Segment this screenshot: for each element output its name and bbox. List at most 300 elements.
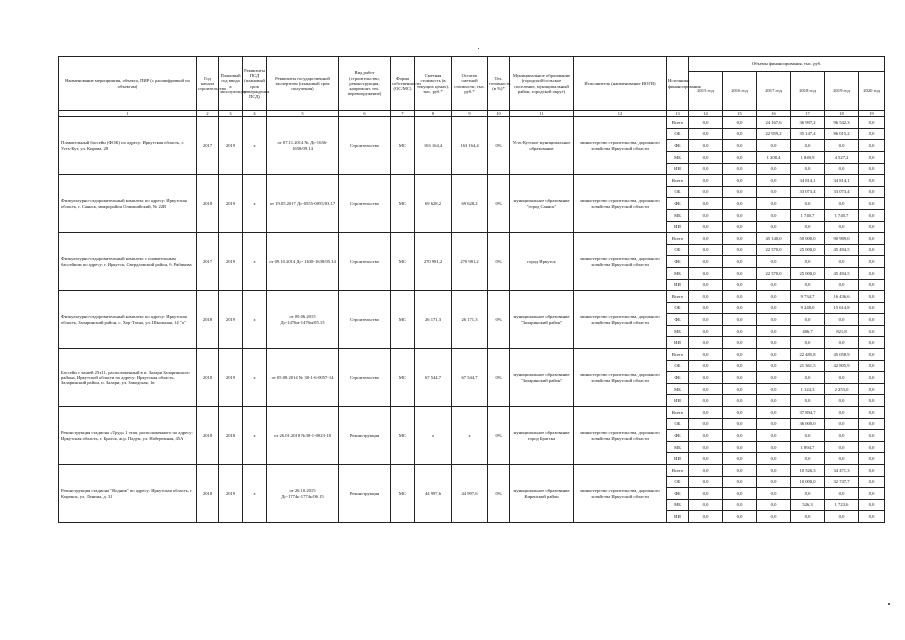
funding-value: 0,0	[859, 314, 885, 326]
funding-value: 0,0	[859, 291, 885, 303]
funding-value: 0,0	[859, 488, 885, 500]
funding-value: 0,0	[859, 256, 885, 268]
municipality: муниципальное образование город Братска	[510, 407, 574, 465]
funding-value: 526,3	[791, 499, 825, 511]
header-municipality: Муниципальное образование (городской/сельское поселение, муниципальный район, городской округ)	[510, 57, 574, 111]
funding-source: Всего	[667, 407, 689, 419]
readiness: 0%	[488, 349, 510, 407]
table-row	[59, 349, 885, 361]
year-start: 2018	[197, 291, 219, 349]
year-commission: 2019	[219, 349, 243, 407]
work-type: Строительство	[339, 349, 391, 407]
funding-value: 34 471,3	[825, 465, 859, 477]
expertise-details: от 07.11.2014 № Дс-1636-1658/09.14	[267, 117, 339, 175]
funding-value: 0,0	[757, 256, 791, 268]
funding-value: 0,0	[689, 349, 723, 361]
funding-source: ФБ	[667, 140, 689, 152]
municipality: муниципальное образование "Заларинский район"	[510, 291, 574, 349]
funding-value: 33 073,4	[791, 186, 825, 198]
funding-value: 0,0	[825, 441, 859, 453]
work-type: Реконструкция	[339, 407, 391, 465]
funding-value: 0,0	[859, 198, 885, 210]
header-funding-volume: Объемы финансирования, тыс. руб.	[689, 57, 885, 72]
funding-value: 22 485,8	[791, 349, 825, 361]
funding-value: 45 058,9	[825, 349, 859, 361]
header-cost: Сметная стоимость (в текущих ценах), тыс. руб.*	[415, 57, 452, 111]
funding-value: 0,0	[791, 279, 825, 291]
year-commission: 2019	[219, 465, 243, 523]
funding-value: 0,0	[859, 441, 885, 453]
funding-value: 0,0	[689, 209, 723, 221]
expertise-details: от 05.08.2014 № 38-1-6-0057-14	[267, 349, 339, 407]
funding-value: 0,0	[723, 221, 757, 233]
ownership: МС	[391, 291, 415, 349]
table-row	[59, 407, 885, 419]
funding-source: ФБ	[667, 488, 689, 500]
funding-value: 0,0	[757, 325, 791, 337]
funding-source: ОБ	[667, 476, 689, 488]
funding-value: 1 894,7	[791, 441, 825, 453]
funding-value: 0,0	[723, 430, 757, 442]
funding-value: 0,0	[723, 337, 757, 349]
funding-value: 0,0	[723, 453, 757, 465]
funding-value: 0,0	[723, 302, 757, 314]
table-row	[59, 465, 885, 477]
remaining-cost: x	[452, 407, 488, 465]
funding-value: 0,0	[791, 163, 825, 175]
funding-value: 0,0	[723, 407, 757, 419]
funding-source: Всего	[667, 291, 689, 303]
estimated-cost: 163 164,4	[415, 117, 452, 175]
funding-value: 0,0	[689, 325, 723, 337]
funding-value: 0,0	[825, 418, 859, 430]
funding-value: 0,0	[723, 279, 757, 291]
expertise-details: от 19.05.2017 Дс-0555-0055/03.17	[267, 175, 339, 233]
funding-value: 0,0	[859, 151, 885, 163]
funding-value: 0,0	[723, 151, 757, 163]
funding-value: 0,0	[723, 360, 757, 372]
funding-value: 0,0	[859, 209, 885, 221]
expertise-details: от 26.10.2015 Дс-1774ь-1774ь/06.15	[267, 465, 339, 523]
estimated-cost: 44 997,6	[415, 465, 452, 523]
funding-value: 0,0	[689, 279, 723, 291]
expertise-details: от 09.06.2015 Дс-1476м-1476м/05.15	[267, 291, 339, 349]
funding-value: 0,0	[859, 418, 885, 430]
funding-value: 0,0	[689, 372, 723, 384]
funding-value: 0,0	[757, 476, 791, 488]
column-number: 19	[859, 111, 885, 117]
funding-value: 0,0	[757, 302, 791, 314]
psd-details: x	[243, 233, 267, 291]
header-year-0: 2015 год	[689, 72, 723, 111]
column-number: 15	[723, 111, 757, 117]
expertise-details: от 26.01.2018 №38-1-0023-18	[267, 407, 339, 465]
column-number: 10	[488, 111, 510, 117]
funding-value: 0,0	[689, 163, 723, 175]
funding-source: ИИ	[667, 395, 689, 407]
funding-source: ИИ	[667, 279, 689, 291]
header-year-3: 2018 год	[791, 72, 825, 111]
funding-value: 0,0	[859, 511, 885, 523]
table-row	[59, 291, 885, 303]
municipality: Усть-Кутское муниципальное образование	[510, 117, 574, 175]
funding-value: 0,0	[791, 314, 825, 326]
funding-value: 0,0	[723, 488, 757, 500]
funding-value: 0,0	[757, 395, 791, 407]
funding-value: 86 015,2	[825, 128, 859, 140]
funding-value: 0,0	[757, 140, 791, 152]
executor: министерство строительства, дорожного хозяйства Иркутской области	[574, 407, 667, 465]
executor: министерство строительства, дорожного хозяйства Иркутской области	[574, 233, 667, 291]
header-year-5: 2020 год	[859, 72, 885, 111]
funding-source: ИИ	[667, 453, 689, 465]
funding-value: 0,0	[689, 233, 723, 245]
year-start: 2017	[197, 117, 219, 175]
funding-value: 1 723,6	[825, 499, 859, 511]
column-number: 17	[791, 111, 825, 117]
funding-value: 0,0	[723, 128, 757, 140]
funding-value: 0,0	[859, 349, 885, 361]
ownership: МС	[391, 349, 415, 407]
funding-value: 0,0	[859, 128, 885, 140]
funding-value: 0,0	[689, 302, 723, 314]
table-row	[59, 117, 885, 129]
table-row	[59, 175, 885, 187]
funding-value: 0,0	[825, 372, 859, 384]
funding-value: 0,0	[723, 291, 757, 303]
funding-value: 0,0	[757, 221, 791, 233]
remaining-cost: 67 544,7	[452, 349, 488, 407]
funding-value: 0,0	[757, 383, 791, 395]
funding-value: 0,0	[689, 267, 723, 279]
funding-value: 0,0	[791, 256, 825, 268]
funding-value: 90 989,0	[825, 233, 859, 245]
funding-value: 0,0	[859, 325, 885, 337]
table-row	[59, 233, 885, 245]
executor: министерство строительства, дорожного хозяйства Иркутской области	[574, 117, 667, 175]
estimated-cost: 26 171,3	[415, 291, 452, 349]
object-name: Физкультурно-оздоровительный комплекс по адресу: Иркутская область, г. Саянск, микрорайон Олимпийский, № 22В	[59, 175, 197, 233]
funding-value: 0,0	[689, 511, 723, 523]
funding-value: 0,0	[689, 418, 723, 430]
funding-value: 0,0	[757, 209, 791, 221]
funding-value: 0,0	[859, 279, 885, 291]
funding-value: 0,0	[723, 465, 757, 477]
work-type: Строительство	[339, 175, 391, 233]
psd-details: x	[243, 407, 267, 465]
funding-source: ИИ	[667, 511, 689, 523]
funding-value: 0,0	[859, 302, 885, 314]
funding-source: ФБ	[667, 314, 689, 326]
funding-value: 1 849,9	[791, 151, 825, 163]
funding-source: МБ	[667, 151, 689, 163]
remaining-cost: 69 628,2	[452, 175, 488, 233]
funding-source: Всего	[667, 117, 689, 129]
funding-value: 0,0	[723, 244, 757, 256]
funding-value: 0,0	[689, 465, 723, 477]
object-name: Реконструкция стадиона «Труд» 1 этап, расположенного по адресу: Иркутская область, г. Братск, ж.р. Падун, ул. Набережная, 45А	[59, 407, 197, 465]
funding-value: 0,0	[791, 140, 825, 152]
funding-value: 0,0	[723, 163, 757, 175]
funding-value: 0,0	[825, 488, 859, 500]
funding-value: 0,0	[723, 186, 757, 198]
header-year-start: Год начала строительства	[197, 57, 219, 111]
funding-value: 0,0	[825, 279, 859, 291]
funding-value: 0,0	[689, 430, 723, 442]
year-commission: 2019	[219, 117, 243, 175]
header-expertise: Реквизиты государственной экспертизы (плановый срок получения)	[267, 57, 339, 111]
funding-value: 0,0	[723, 325, 757, 337]
funding-value: 0,0	[689, 488, 723, 500]
funding-source: ОБ	[667, 186, 689, 198]
funding-source: Всего	[667, 233, 689, 245]
funding-value: 9 734,7	[791, 291, 825, 303]
funding-value: 0,0	[825, 221, 859, 233]
funding-value: 45 494,5	[825, 267, 859, 279]
year-start: 2018	[197, 349, 219, 407]
funding-value: 0,0	[723, 349, 757, 361]
funding-value: 0,0	[859, 383, 885, 395]
funding-value: 0,0	[689, 337, 723, 349]
funding-value: 0,0	[859, 221, 885, 233]
funding-value: 821,8	[825, 325, 859, 337]
funding-value: 0,0	[723, 256, 757, 268]
funding-value: 0,0	[757, 163, 791, 175]
funding-value: 0,0	[757, 499, 791, 511]
psd-details: x	[243, 117, 267, 175]
funding-value: 486,7	[791, 325, 825, 337]
funding-value: 0,0	[757, 372, 791, 384]
funding-value: 0,0	[825, 337, 859, 349]
funding-value: 22 570,0	[757, 244, 791, 256]
work-type: Реконструкция	[339, 465, 391, 523]
funding-value: 0,0	[757, 418, 791, 430]
funding-source: Всего	[667, 175, 689, 187]
header-remaining: Остаток сметной стоимости, тыс. руб.*	[452, 57, 488, 111]
funding-value: 0,0	[723, 511, 757, 523]
funding-value: 1 124,3	[791, 383, 825, 395]
estimated-cost: 270 981,2	[415, 233, 452, 291]
readiness: 0%	[488, 465, 510, 523]
estimated-cost: x	[415, 407, 452, 465]
estimated-cost: 67 544,7	[415, 349, 452, 407]
header-psd: Реквизиты ПСД (плановый срок утверждения ПСД)	[243, 57, 267, 111]
funding-value: 4 527,2	[825, 151, 859, 163]
funding-value: 0,0	[825, 198, 859, 210]
funding-value: 0,0	[757, 453, 791, 465]
funding-value: 0,0	[791, 372, 825, 384]
funding-value: 0,0	[859, 163, 885, 175]
funding-value: 0,0	[689, 175, 723, 187]
funding-value: 0,0	[689, 244, 723, 256]
column-number: 6	[339, 111, 391, 117]
funding-value: 0,0	[859, 476, 885, 488]
funding-value: 0,0	[791, 337, 825, 349]
ownership: МС	[391, 117, 415, 175]
remaining-cost: 26 171,3	[452, 291, 488, 349]
scan-speck	[478, 48, 479, 49]
municipality: муниципальное образование "Заларинский район"	[510, 349, 574, 407]
executor: министерство строительства, дорожного хозяйства Иркутской области	[574, 349, 667, 407]
funding-value: 0,0	[757, 360, 791, 372]
work-type: Строительство	[339, 233, 391, 291]
remaining-cost: 44 997,6	[452, 465, 488, 523]
year-commission: 2019	[219, 233, 243, 291]
ownership: МС	[391, 233, 415, 291]
funding-source: МБ	[667, 267, 689, 279]
year-commission: 2019	[219, 175, 243, 233]
scan-dot	[888, 603, 890, 605]
funding-value: 33 073,4	[825, 186, 859, 198]
funding-value: 0,0	[791, 198, 825, 210]
funding-value: 0,0	[689, 360, 723, 372]
funding-value: 0,0	[825, 395, 859, 407]
funding-value: 0,0	[825, 511, 859, 523]
funding-value: 0,0	[825, 163, 859, 175]
object-name: Реконструкция стадиона "Водник" по адресу: Иркутская область, г. Киренск, ул. Ленина, д. 31	[59, 465, 197, 523]
funding-value: 0,0	[689, 314, 723, 326]
header-ownership: Форма собственности (ОС/МС)	[391, 57, 415, 111]
work-type: Строительство	[339, 117, 391, 175]
funding-source: МБ	[667, 209, 689, 221]
work-type: Строительство	[339, 291, 391, 349]
funding-value: 25 000,0	[791, 244, 825, 256]
funding-value: 0,0	[757, 175, 791, 187]
funding-source: МБ	[667, 325, 689, 337]
funding-value: 1 740,7	[825, 209, 859, 221]
funding-value: 0,0	[689, 407, 723, 419]
year-commission: 2019	[219, 291, 243, 349]
funding-value: 0,0	[859, 117, 885, 129]
funding-value: 0,0	[859, 233, 885, 245]
funding-value: 22 959,2	[757, 128, 791, 140]
funding-value: 0,0	[723, 117, 757, 129]
funding-value: 45 494,5	[825, 244, 859, 256]
funding-value: 0,0	[757, 186, 791, 198]
funding-value: 0,0	[689, 383, 723, 395]
funding-value: 0,0	[859, 186, 885, 198]
funding-source: ОБ	[667, 244, 689, 256]
ownership: МС	[391, 465, 415, 523]
funding-value: 0,0	[723, 140, 757, 152]
funding-value: 0,0	[689, 256, 723, 268]
executor: министерство строительства, дорожного хозяйства Иркутской области	[574, 175, 667, 233]
funding-value: 0,0	[859, 360, 885, 372]
funding-value: 0,0	[757, 291, 791, 303]
funding-value: 0,0	[689, 186, 723, 198]
funding-value: 0,0	[791, 395, 825, 407]
year-start: 2018	[197, 407, 219, 465]
funding-source: ОБ	[667, 302, 689, 314]
funding-value: 0,0	[859, 175, 885, 187]
funding-table	[58, 56, 885, 523]
funding-value: 0,0	[859, 372, 885, 384]
header-funding-source: Источники финансирования	[667, 57, 689, 111]
column-number: 4	[243, 111, 267, 117]
funding-value: 50 000,0	[791, 233, 825, 245]
funding-source: ФБ	[667, 198, 689, 210]
funding-value: 0,0	[723, 175, 757, 187]
funding-value: 34 814,1	[825, 175, 859, 187]
funding-value: 36 997,2	[791, 117, 825, 129]
funding-value: 0,0	[757, 441, 791, 453]
funding-value: 0,0	[757, 349, 791, 361]
readiness: 0%	[488, 407, 510, 465]
funding-value: 34 814,1	[791, 175, 825, 187]
funding-value: 35 147,4	[791, 128, 825, 140]
column-number: 14	[689, 111, 723, 117]
funding-value: 0,0	[723, 314, 757, 326]
funding-value: 0,0	[757, 407, 791, 419]
funding-value: 0,0	[791, 453, 825, 465]
funding-value: 0,0	[791, 511, 825, 523]
funding-source: ФБ	[667, 372, 689, 384]
expertise-details: от 09.10.2014 Дс- 1638-1638/05.14	[267, 233, 339, 291]
ownership: МС	[391, 407, 415, 465]
funding-value: 0,0	[689, 441, 723, 453]
readiness: 0%	[488, 233, 510, 291]
funding-value: 0,0	[723, 418, 757, 430]
funding-value: 0,0	[723, 372, 757, 384]
estimated-cost: 69 628,2	[415, 175, 452, 233]
funding-value: 0,0	[859, 453, 885, 465]
funding-value: 0,0	[723, 441, 757, 453]
column-number: 11	[510, 111, 574, 117]
funding-value: 15 614,8	[825, 302, 859, 314]
funding-value: 0,0	[859, 395, 885, 407]
municipality: муниципальное образование Киренский район	[510, 465, 574, 523]
funding-source: ОБ	[667, 360, 689, 372]
column-number: 16	[757, 111, 791, 117]
executor: министерство строительства, дорожного хозяйства Иркутской области	[574, 291, 667, 349]
psd-details: x	[243, 349, 267, 407]
funding-source: ОБ	[667, 418, 689, 430]
funding-value: 0,0	[723, 209, 757, 221]
funding-value: 0,0	[723, 233, 757, 245]
year-start: 2018	[197, 465, 219, 523]
funding-value: 22 570,0	[757, 267, 791, 279]
funding-value: 0,0	[859, 267, 885, 279]
funding-value: 37 894,7	[791, 407, 825, 419]
header-executor: Исполнитель (наименование ИОГВ)	[574, 57, 667, 111]
column-number: 3	[219, 111, 243, 117]
funding-value: 1 208,4	[757, 151, 791, 163]
funding-value: 0,0	[689, 291, 723, 303]
funding-value: 0,0	[859, 465, 885, 477]
psd-details: x	[243, 465, 267, 523]
funding-value: 24 167,6	[757, 117, 791, 129]
funding-value: 0,0	[859, 430, 885, 442]
funding-value: 0,0	[825, 407, 859, 419]
column-number: 2	[197, 111, 219, 117]
funding-value: 0,0	[689, 499, 723, 511]
readiness: 0%	[488, 175, 510, 233]
column-number: 5	[267, 111, 339, 117]
funding-source: МБ	[667, 441, 689, 453]
funding-value: 0,0	[791, 221, 825, 233]
executor: министерство строительства, дорожного хозяйства Иркутской области	[574, 465, 667, 523]
funding-source: ФБ	[667, 430, 689, 442]
table-header	[59, 57, 885, 117]
funding-source: МБ	[667, 499, 689, 511]
funding-value: 0,0	[791, 430, 825, 442]
readiness: 0%	[488, 291, 510, 349]
psd-details: x	[243, 175, 267, 233]
funding-value: 32 747,7	[825, 476, 859, 488]
column-number: 13	[667, 111, 689, 117]
funding-value: 0,0	[859, 140, 885, 152]
funding-value: 10 526,3	[791, 465, 825, 477]
